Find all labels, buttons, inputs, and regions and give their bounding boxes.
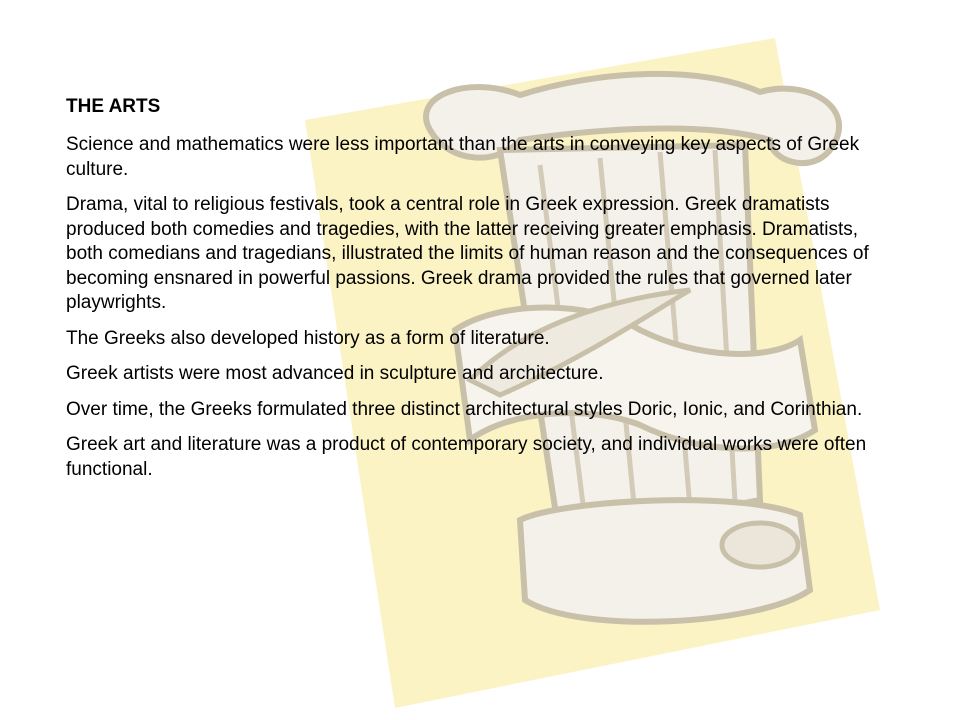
paragraph-architecture: Over time, the Greeks formulated three distinct architectural styles Doric, Ionic, and Corinthian.	[66, 398, 863, 420]
slide-title: THE ARTS	[66, 96, 161, 117]
paragraph-art-literature: Greek art and literature was a product of contemporary society, and individual works were often functional.	[66, 434, 867, 480]
paragraph-science: Science and mathematics were less important than the arts in conveying key aspects of Greek culture.	[66, 134, 860, 180]
inkwell-shape	[722, 523, 798, 567]
paragraph-history: The Greeks also developed history as a form of literature.	[66, 327, 550, 349]
paragraph-drama: Drama, vital to religious festivals, took a central role in Greek expression. Greek dramatists produced both comedies and tragedies, with the latter receiving greater emphasis. Dramatists, both comedians and tragedians, illustrated the limits of human reason and the consequences of becoming ensnared in powerful passions. Greek drama provided the rules that governed later playwrights.	[66, 194, 869, 313]
slide-content	[66, 95, 886, 493]
paragraph-sculpture: Greek artists were most advanced in sculpture and architecture.	[66, 363, 604, 384]
